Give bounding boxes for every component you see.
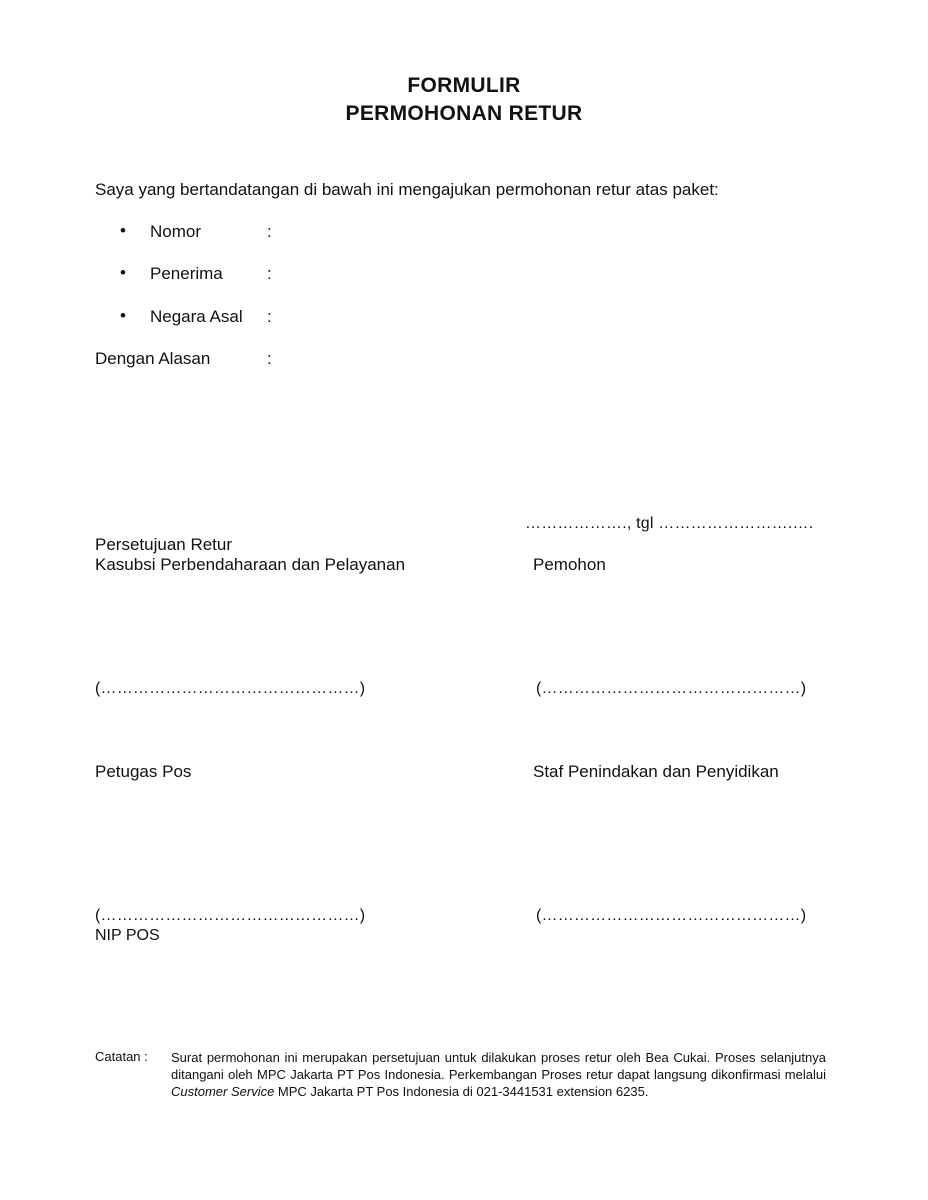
place-date-line: ………………., tgl …………………….…. [525, 515, 814, 532]
field-colon: : [267, 264, 272, 283]
field-colon: : [267, 307, 272, 326]
bullet-icon: • [120, 263, 126, 282]
note-text [171, 1049, 826, 1100]
approver-signature-blank: (…………………………………………) [95, 680, 366, 697]
enforcement-staff-signature-blank: (…………………………………………) [536, 907, 807, 924]
note-text-italic: Customer Service [171, 1084, 275, 1099]
applicant-title: Pemohon [533, 555, 606, 574]
applicant-signature-blank: (…………………………………………) [536, 680, 807, 697]
approver-position: Kasubsi Perbendaharaan dan Pelayanan [95, 555, 406, 574]
postal-officer-signature-blank: (…………………………………………) [95, 907, 366, 924]
nip-pos-label: NIP POS [95, 927, 160, 944]
form-title-line-1: FORMULIR [407, 74, 521, 97]
approval-title: Persetujuan Retur [95, 535, 233, 554]
field-colon: : [267, 349, 272, 368]
enforcement-staff-title: Staf Penindakan dan Penyidikan [533, 762, 779, 781]
note-text-part-1: Surat permohonan ini merupakan persetujuan untuk dilakukan proses retur oleh Bea Cukai. Proses selanjutnya ditangani oleh MPC Jakarta PT Pos Indonesia. Perkembangan Proses retur dapat langsung dikonfirmasi melalui [171, 1050, 826, 1082]
note-label: Catatan : [95, 1049, 148, 1064]
field-colon: : [267, 222, 272, 241]
note-text-part-2: MPC Jakarta PT Pos Indonesia di 021-3441531 extension 6235. [274, 1084, 649, 1099]
postal-officer-title: Petugas Pos [95, 762, 192, 781]
bullet-icon: • [120, 221, 126, 240]
intro-statement: Saya yang bertandatangan di bawah ini mengajukan permohonan retur atas paket: [95, 180, 719, 199]
field-label: Nomor [150, 222, 202, 241]
reason-label: Dengan Alasan [95, 349, 211, 368]
form-title-line-2: PERMOHONAN RETUR [345, 102, 583, 125]
bullet-icon: • [120, 306, 126, 325]
field-label: Negara Asal [150, 307, 243, 326]
field-label: Penerima [150, 264, 223, 283]
